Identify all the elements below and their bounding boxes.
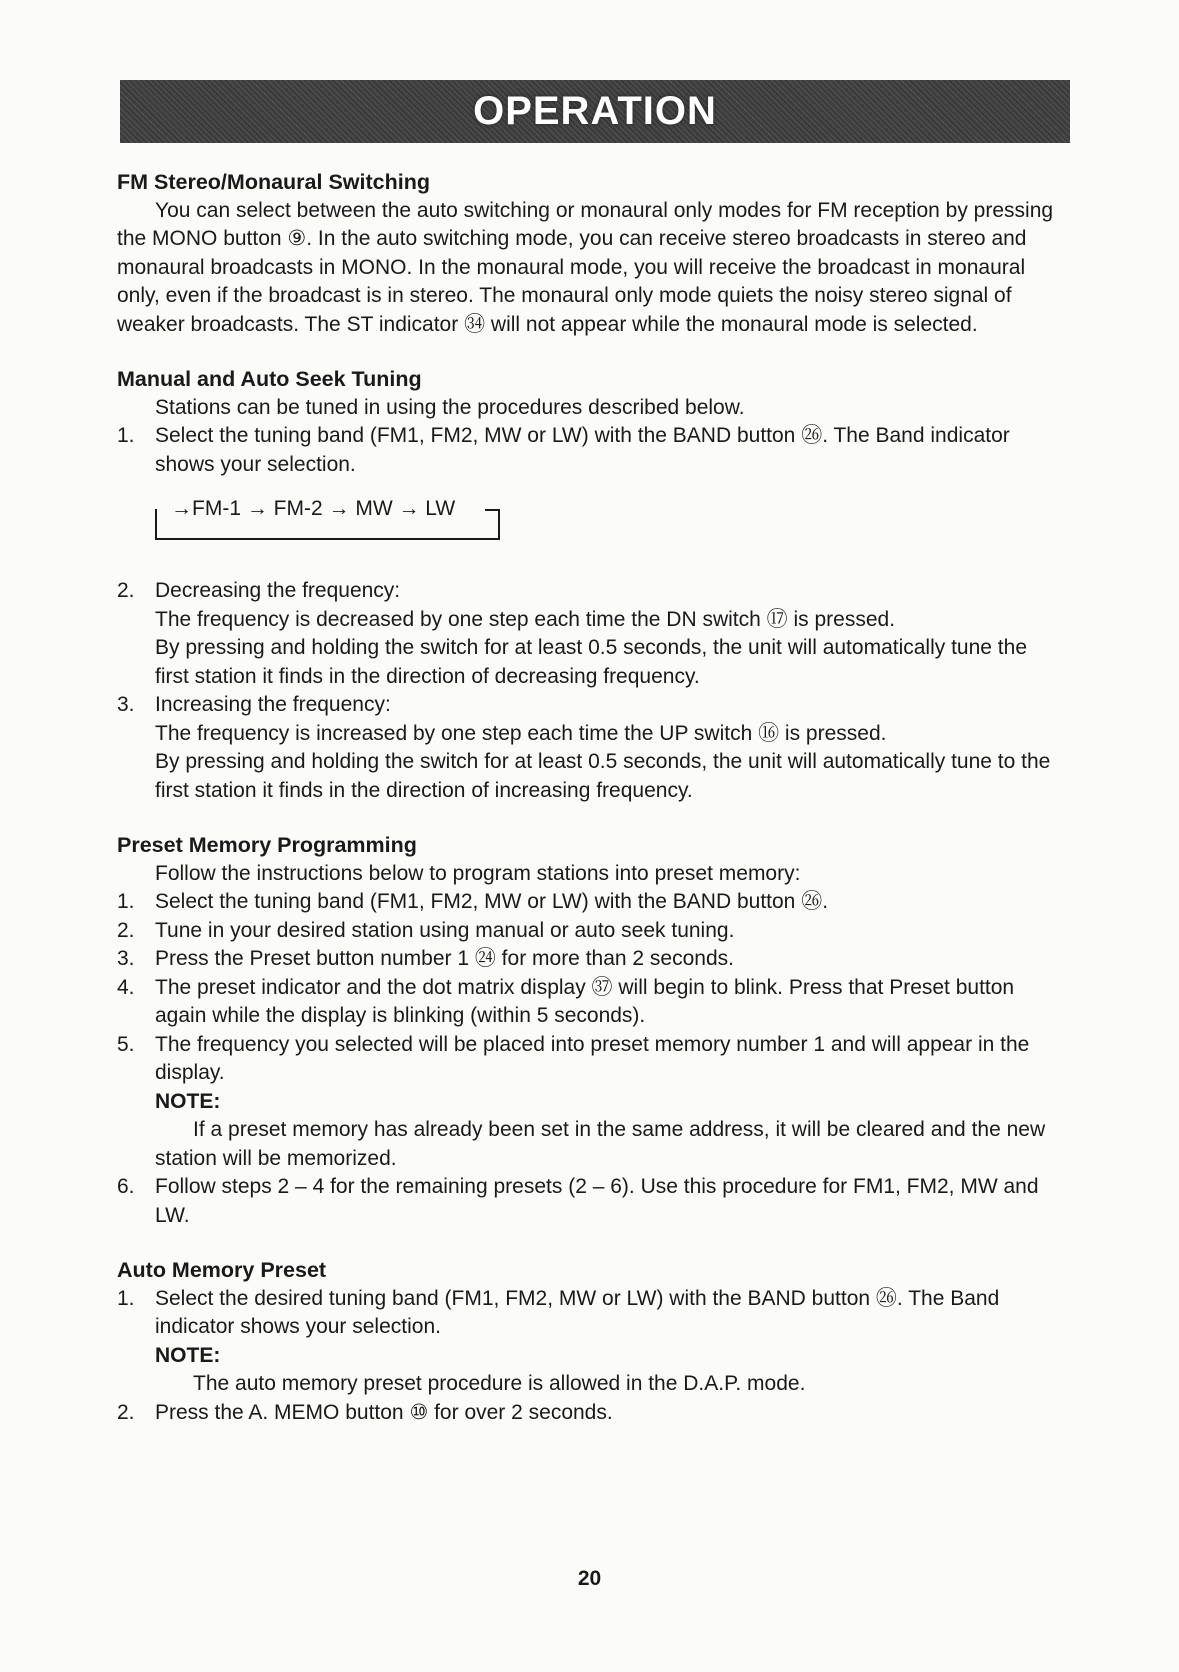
step-text: Press the Preset button number 1 ㉔ for more than 2 seconds. <box>155 947 734 970</box>
step-text: Press the A. MEMO button ⑩ for over 2 seconds. <box>155 1400 613 1424</box>
auto-memory-heading: Auto Memory Preset <box>117 1258 327 1282</box>
list-item <box>117 917 1062 946</box>
step-title: Increasing the frequency: <box>155 693 391 716</box>
note-text: If a preset memory has already been set in the same address, it will be cleared and the new station will be memorized. <box>155 1118 1046 1170</box>
preset-programming-heading: Preset Memory Programming <box>117 833 417 857</box>
seek-tuning-heading: Manual and Auto Seek Tuning <box>117 367 422 391</box>
list-item <box>117 888 1062 917</box>
step-text: By pressing and holding the switch for at least 0.5 seconds, the unit will automatically tune the first station it finds in the direction of decreasing frequency. <box>155 636 1027 688</box>
loop-line-left <box>155 509 157 539</box>
note-label: NOTE: <box>155 1089 221 1113</box>
step-number: 2. <box>117 579 135 602</box>
step-number: 5. <box>117 1032 135 1056</box>
loop-line-bottom <box>155 538 500 540</box>
step-number: 1. <box>117 1286 135 1310</box>
list-item <box>117 422 1062 479</box>
step-text: Tune in your desired station using manual or auto seek tuning. <box>155 918 735 942</box>
fm-switching-body: You can select between the auto switching or monaural only modes for FM reception by pressing the MONO button ⑨. In the auto switching mode, you can receive stereo broadcasts in stereo and monaural broadcasts in MONO. In the monaural mode, you will receive the broadcast in monaural only, even if the broadcast is in stereo. The monaural only mode quiets the noisy stereo signal of weaker broadcasts. The ST indicator ㉞ will not appear while the monaural mode is selected. <box>117 198 1054 336</box>
list-item <box>117 1173 1062 1230</box>
page-title: OPERATION <box>473 89 717 133</box>
loop-line-right <box>498 509 500 540</box>
page-content <box>117 168 1062 1427</box>
step-number: 3. <box>117 693 135 716</box>
list-item <box>117 974 1062 1031</box>
step-number: 6. <box>117 1175 135 1198</box>
step-number: 1. <box>117 890 135 913</box>
step-text: By pressing and holding the switch for at least 0.5 seconds, the unit will automatically tune to the first station it finds in the direction of increasing frequency. <box>155 750 1051 802</box>
list-item <box>117 1399 1062 1428</box>
step-number: 2. <box>117 918 135 942</box>
step-title: Decreasing the frequency: <box>155 579 401 602</box>
band-cycle-diagram <box>155 495 505 561</box>
seek-tuning-intro: Stations can be tuned in using the procedures described below. <box>155 395 745 419</box>
step-text: The frequency is decreased by one step each time the DN switch ⑰ is pressed. <box>155 607 896 631</box>
list-item <box>117 691 1062 805</box>
note-text: The auto memory preset procedure is allowed in the D.A.P. mode. <box>193 1372 806 1395</box>
step-text: The preset indicator and the dot matrix display ㊲ will begin to blink. Press that Preset button again while the display is blinking (within 5 seconds). <box>155 975 1015 1027</box>
step-text: Select the desired tuning band (FM1, FM2, MW or LW) with the BAND button ㉖. The Band indicator shows your selection. <box>155 1286 1000 1338</box>
fm-switching-heading: FM Stereo/Monaural Switching <box>117 170 430 194</box>
step-number: 1. <box>117 424 135 447</box>
note-label: NOTE: <box>155 1343 221 1367</box>
step-number: 3. <box>117 947 135 970</box>
section-banner <box>120 80 1070 143</box>
step-text: Select the tuning band (FM1, FM2, MW or LW) with the BAND button ㉖. <box>155 890 829 913</box>
step-text: The frequency is increased by one step each time the UP switch ⑯ is pressed. <box>155 721 887 745</box>
step-text: The frequency you selected will be placed into preset memory number 1 and will appear in the display. <box>155 1032 1030 1084</box>
step-number: 4. <box>117 975 135 999</box>
list-item <box>117 577 1062 691</box>
list-item <box>117 1285 1062 1371</box>
list-item <box>117 1031 1062 1117</box>
step-text: Follow steps 2 – 4 for the remaining presets (2 – 6). Use this procedure for FM1, FM2, MW and LW. <box>155 1175 1039 1227</box>
preset-programming-intro: Follow the instructions below to program stations into preset memory: <box>155 861 801 885</box>
list-item <box>117 945 1062 974</box>
step-number: 2. <box>117 1400 135 1424</box>
loop-line-top-right <box>485 509 500 511</box>
page-number: 20 <box>577 1567 602 1590</box>
band-cycle-text: →FM-1 → FM-2 → MW → LW <box>171 497 456 520</box>
step-text: Select the tuning band (FM1, FM2, MW or LW) with the BAND button ㉖. The Band indicator shows your selection. <box>155 424 1010 476</box>
